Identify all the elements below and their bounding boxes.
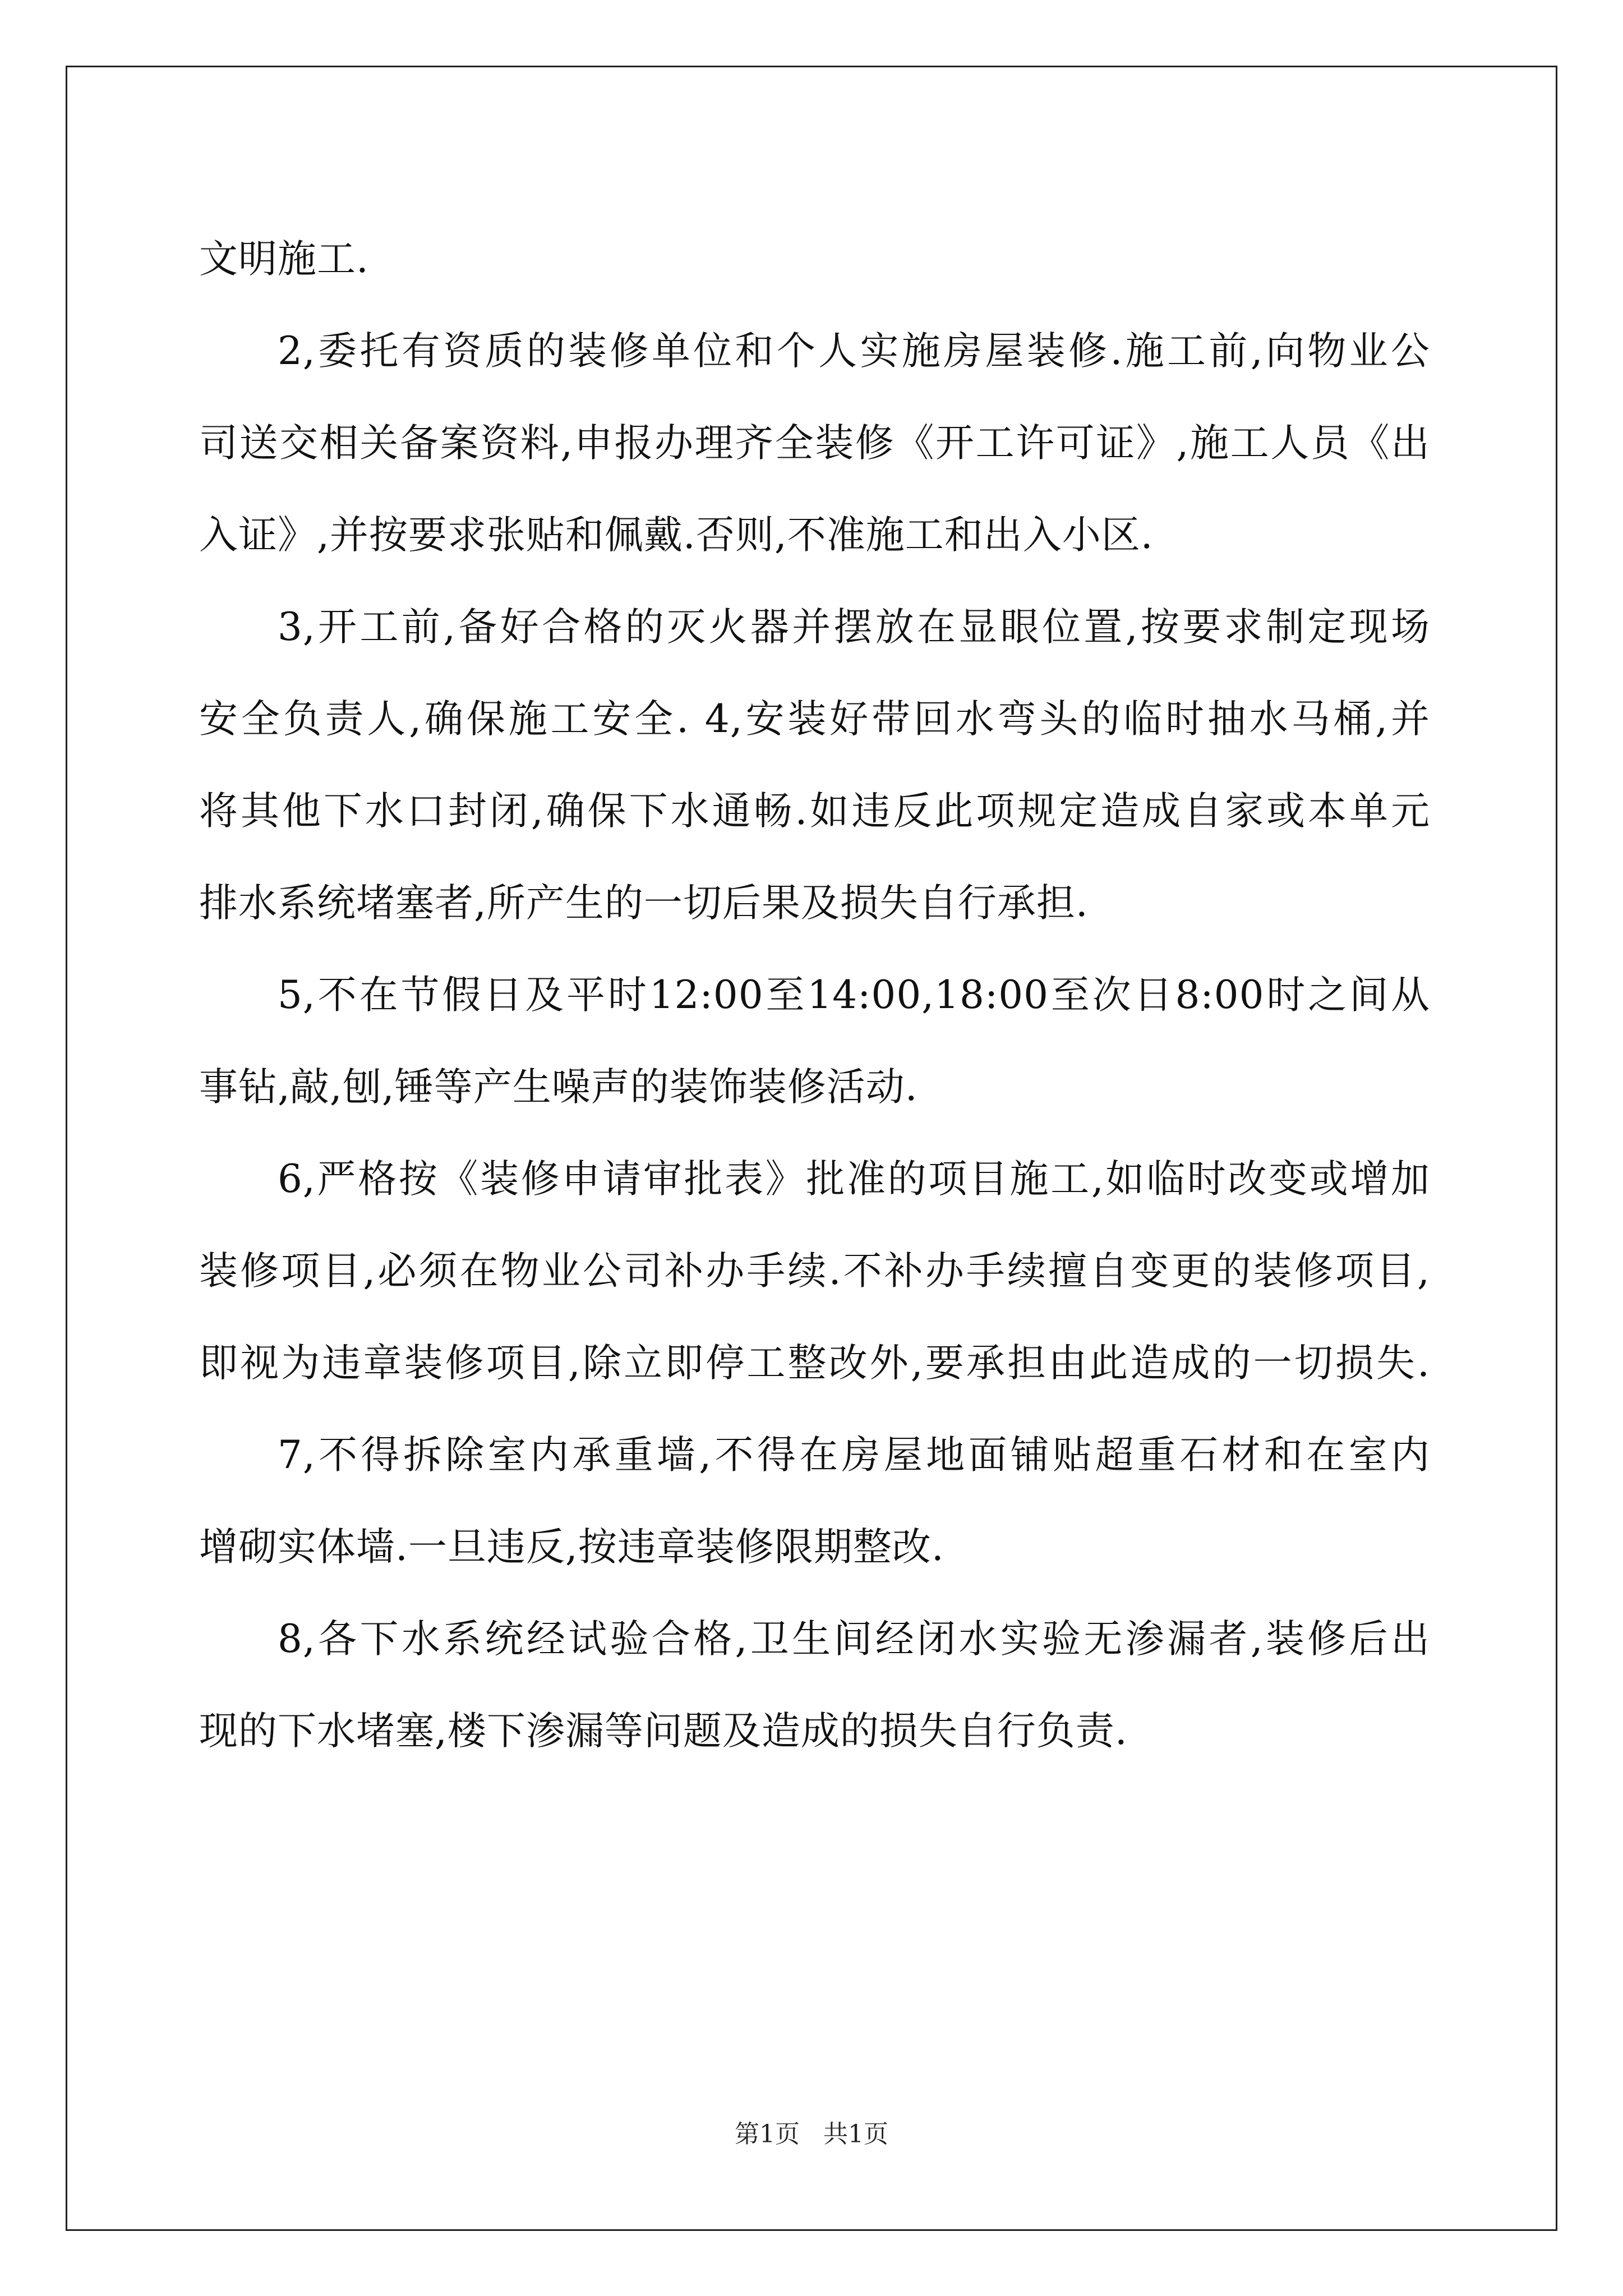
page-footer: 第1页 共1页	[735, 2120, 888, 2148]
text-line: 增砌实体墙.一旦违反,按违章装修限期整改.	[199, 1525, 944, 1570]
text-line: 5,不在节假日及平时12:00至14:00,18:00至次日8:00时之间从	[278, 973, 1430, 1018]
text-line: 装修项目,必须在物业公司补办手续.不补办手续擅自变更的装修项目,	[199, 1249, 1430, 1294]
text-line: 现的下水堵塞,楼下渗漏等问题及造成的损失自行负责.	[199, 1709, 1128, 1754]
text-line: 3,开工前,备好合格的灭火器并摆放在显眼位置,按要求制定现场	[278, 605, 1430, 650]
text-line: 事钻,敲,刨,锤等产生噪声的装饰装修活动.	[199, 1065, 918, 1110]
text-line: 8,各下水系统经试验合格,卫生间经闭水实验无渗漏者,装修后出	[278, 1617, 1430, 1662]
text-line: 将其他下水口封闭,确保下水通畅.如违反此项规定造成自家或本单元	[199, 789, 1430, 834]
text-line: 即视为违章装修项目,除立即停工整改外,要承担由此造成的一切损失.	[199, 1341, 1430, 1386]
text-line: 文明施工.	[199, 237, 369, 282]
text-line: 7,不得拆除室内承重墙,不得在房屋地面铺贴超重石材和在室内	[278, 1433, 1430, 1478]
text-line: 6,严格按《装修申请审批表》批准的项目施工,如临时改变或增加	[278, 1157, 1430, 1202]
text-line: 安全负责人,确保施工安全. 4,安装好带回水弯头的临时抽水马桶,并	[199, 697, 1430, 742]
text-line: 入证》,并按要求张贴和佩戴.否则,不准施工和出入小区.	[199, 513, 1154, 558]
text-line: 2,委托有资质的装修单位和个人实施房屋装修.施工前,向物业公	[278, 329, 1430, 374]
document-body	[199, 213, 1430, 1777]
text-line: 司送交相关备案资料,申报办理齐全装修《开工许可证》,施工人员《出	[199, 421, 1430, 466]
text-line: 排水系统堵塞者,所产生的一切后果及损失自行承担.	[199, 881, 1089, 926]
